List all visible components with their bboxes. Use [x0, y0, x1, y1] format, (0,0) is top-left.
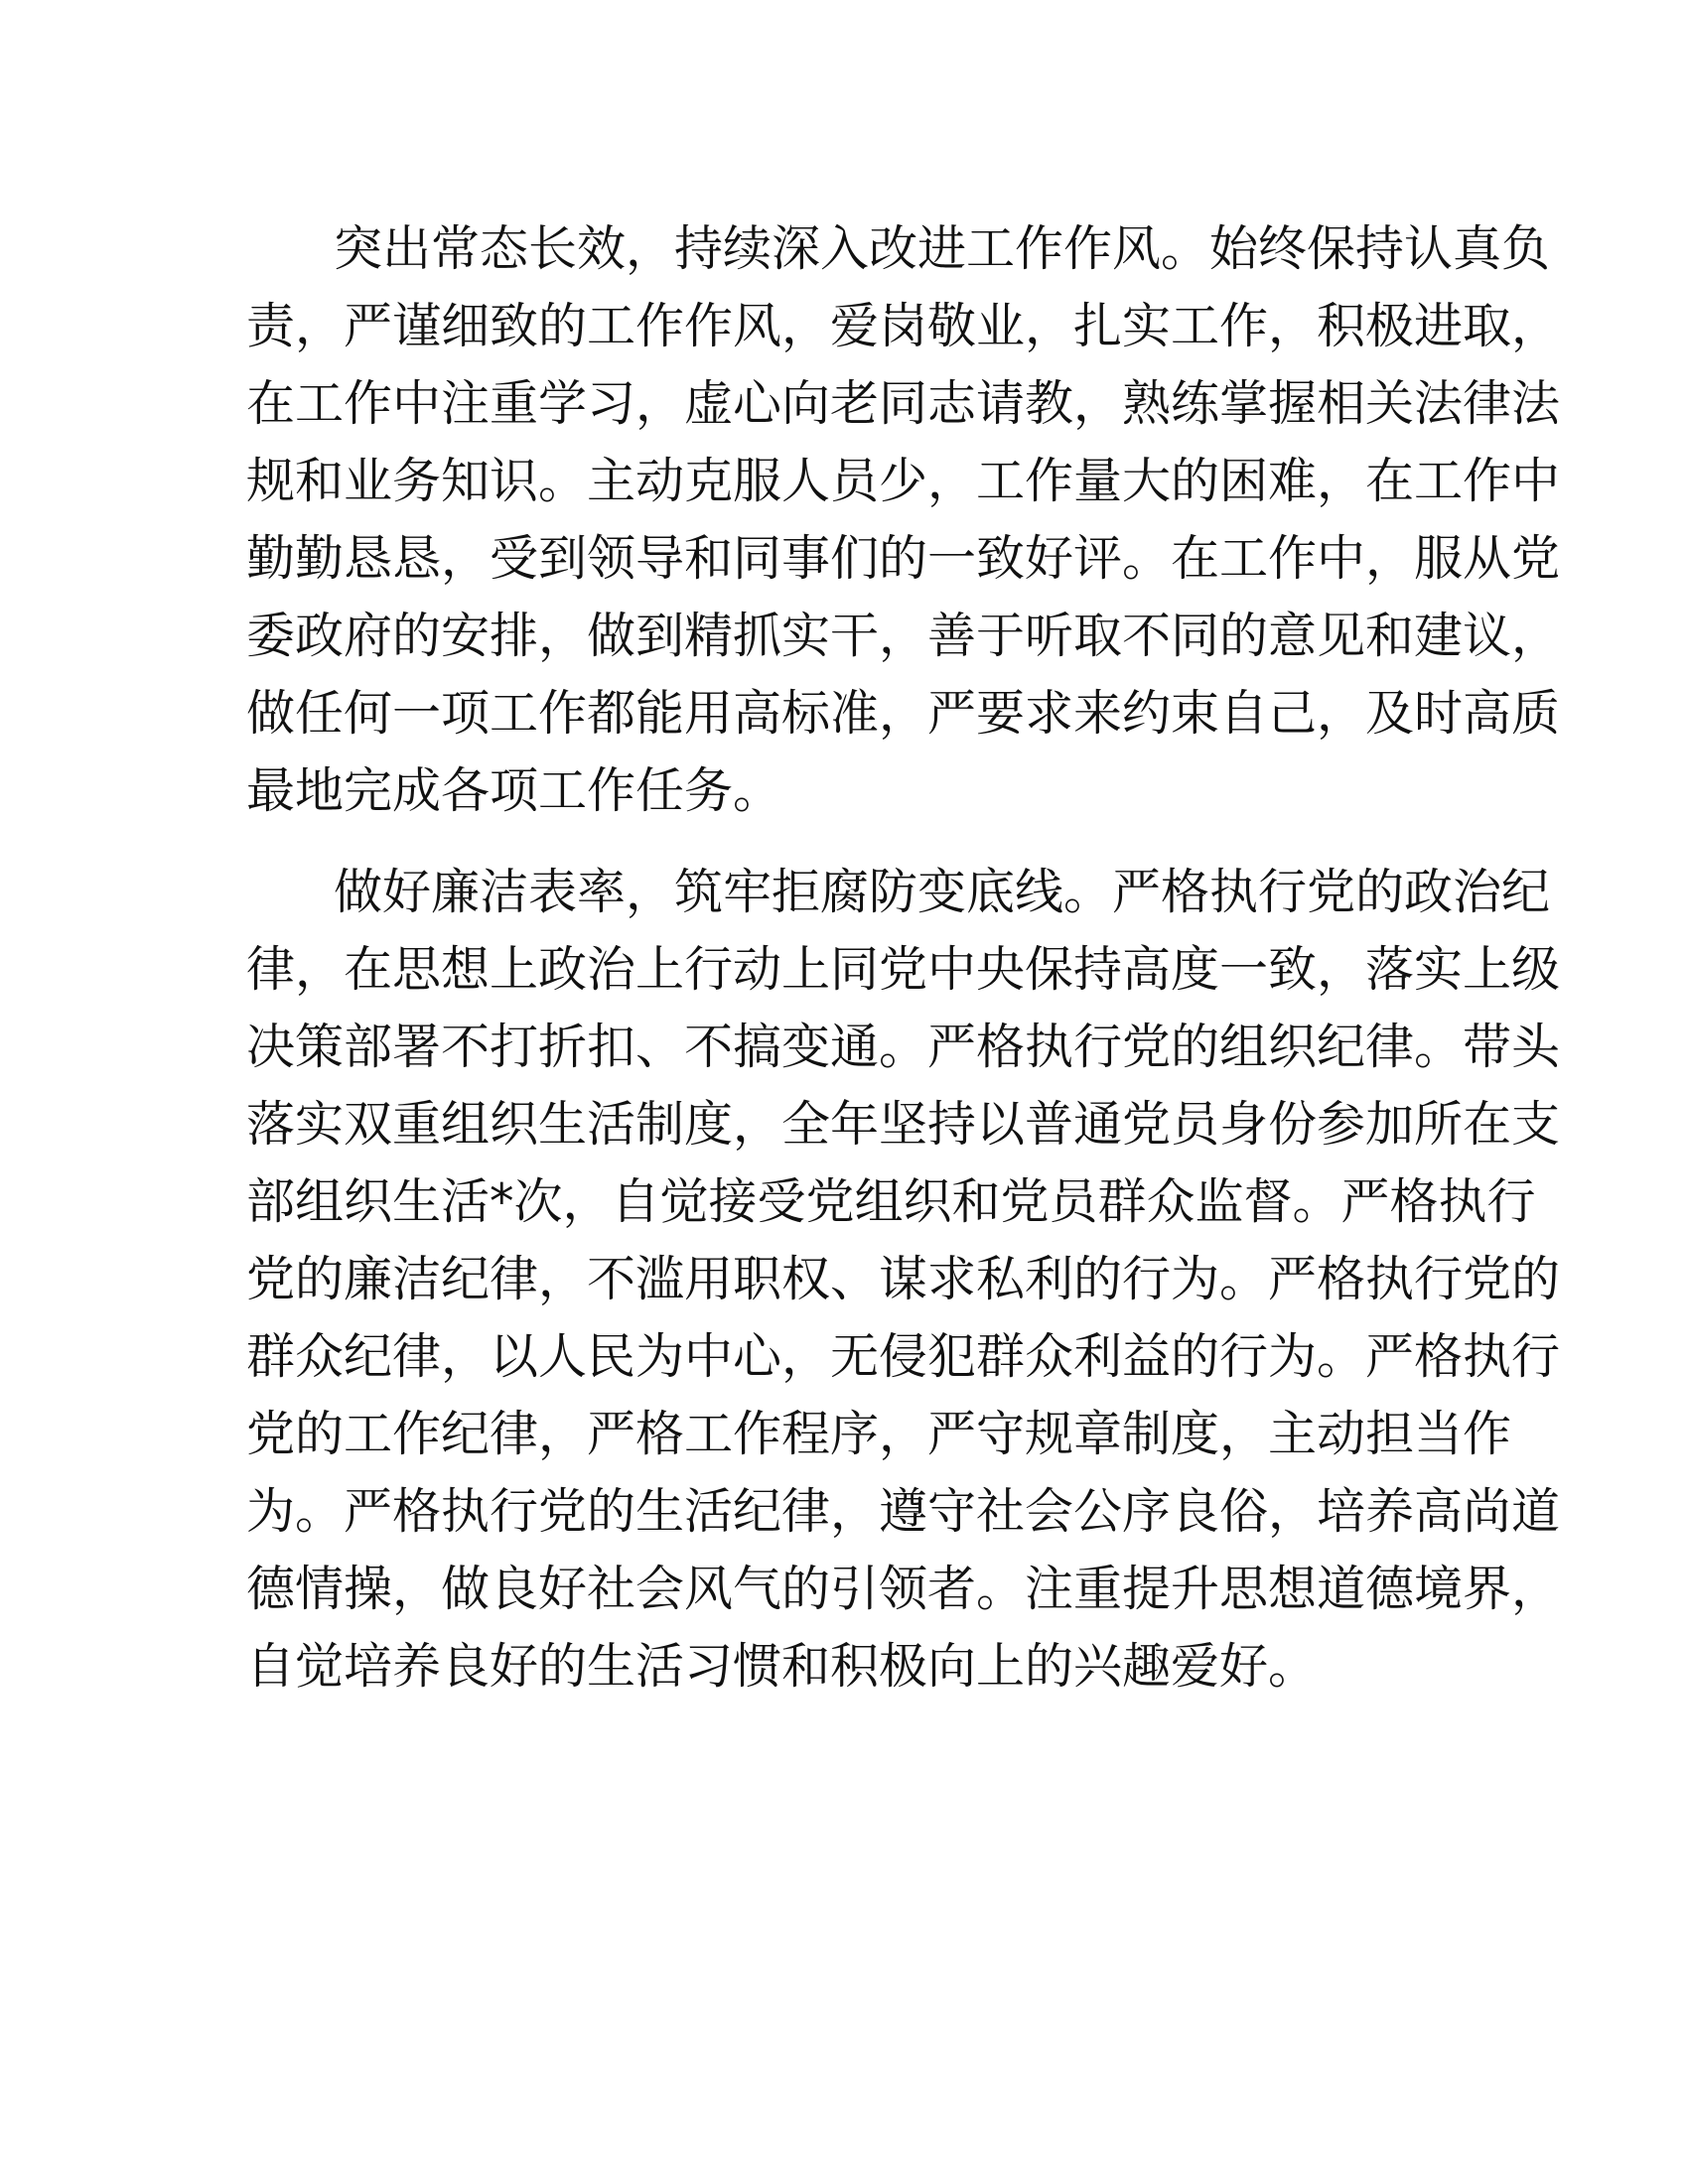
- text-line: 在工作中注重学习，虚心向老同志请教，熟练掌握相关法律法: [246, 375, 1561, 432]
- text-line: 党的工作纪律，严格工作程序，严守规章制度，主动担当作: [246, 1406, 1512, 1462]
- document-body: [246, 210, 1561, 1706]
- text-line: 做任何一项工作都能用高标准，严要求来约束自己，及时高质: [246, 685, 1561, 742]
- paragraph-integrity: [246, 854, 1561, 1706]
- text-line: 勤勤恳恳，受到领导和同事们的一致好评。在工作中，服从党: [246, 530, 1561, 587]
- text-line: 做好廉洁表率，筑牢拒腐防变底线。严格执行党的政治纪: [334, 864, 1551, 920]
- text-line: 最地完成各项工作任务。: [246, 762, 782, 819]
- text-line: 突出常态长效，持续深入改进工作作风。始终保持认真负: [334, 220, 1551, 277]
- text-line: 决策部署不打折扣、不搞变通。严格执行党的组织纪律。带头: [246, 1019, 1561, 1075]
- text-line: 责，严谨细致的工作作风，爱岗敬业，扎实工作，积极进取，: [246, 298, 1561, 354]
- text-line: 德情操，做良好社会风气的引领者。注重提升思想道德境界，: [246, 1561, 1561, 1617]
- text-line: 律，在思想上政治上行动上同党中央保持高度一致，落实上级: [246, 941, 1561, 998]
- text-line: 为。严格执行党的生活纪律，遵守社会公序良俗，培养高尚道: [246, 1483, 1561, 1540]
- text-line: 自觉培养良好的生活习惯和积极向上的兴趣爱好。: [246, 1638, 1318, 1695]
- text-line: 委政府的安排，做到精抓实干，善于听取不同的意见和建议，: [246, 608, 1561, 664]
- text-line: 群众纪律，以人民为中心，无侵犯群众利益的行为。严格执行: [246, 1328, 1561, 1385]
- text-line: 落实双重组织生活制度，全年坚持以普通党员身份参加所在支: [246, 1096, 1561, 1153]
- text-line: 规和业务知识。主动克服人员少，工作量大的困难，在工作中: [246, 453, 1561, 509]
- text-line: 党的廉洁纪律，不滥用职权、谋求私利的行为。严格执行党的: [246, 1251, 1561, 1307]
- text-line: 部组织生活*次，自觉接受党组织和党员群众监督。严格执行: [246, 1173, 1536, 1230]
- paragraph-work-style: [246, 210, 1561, 830]
